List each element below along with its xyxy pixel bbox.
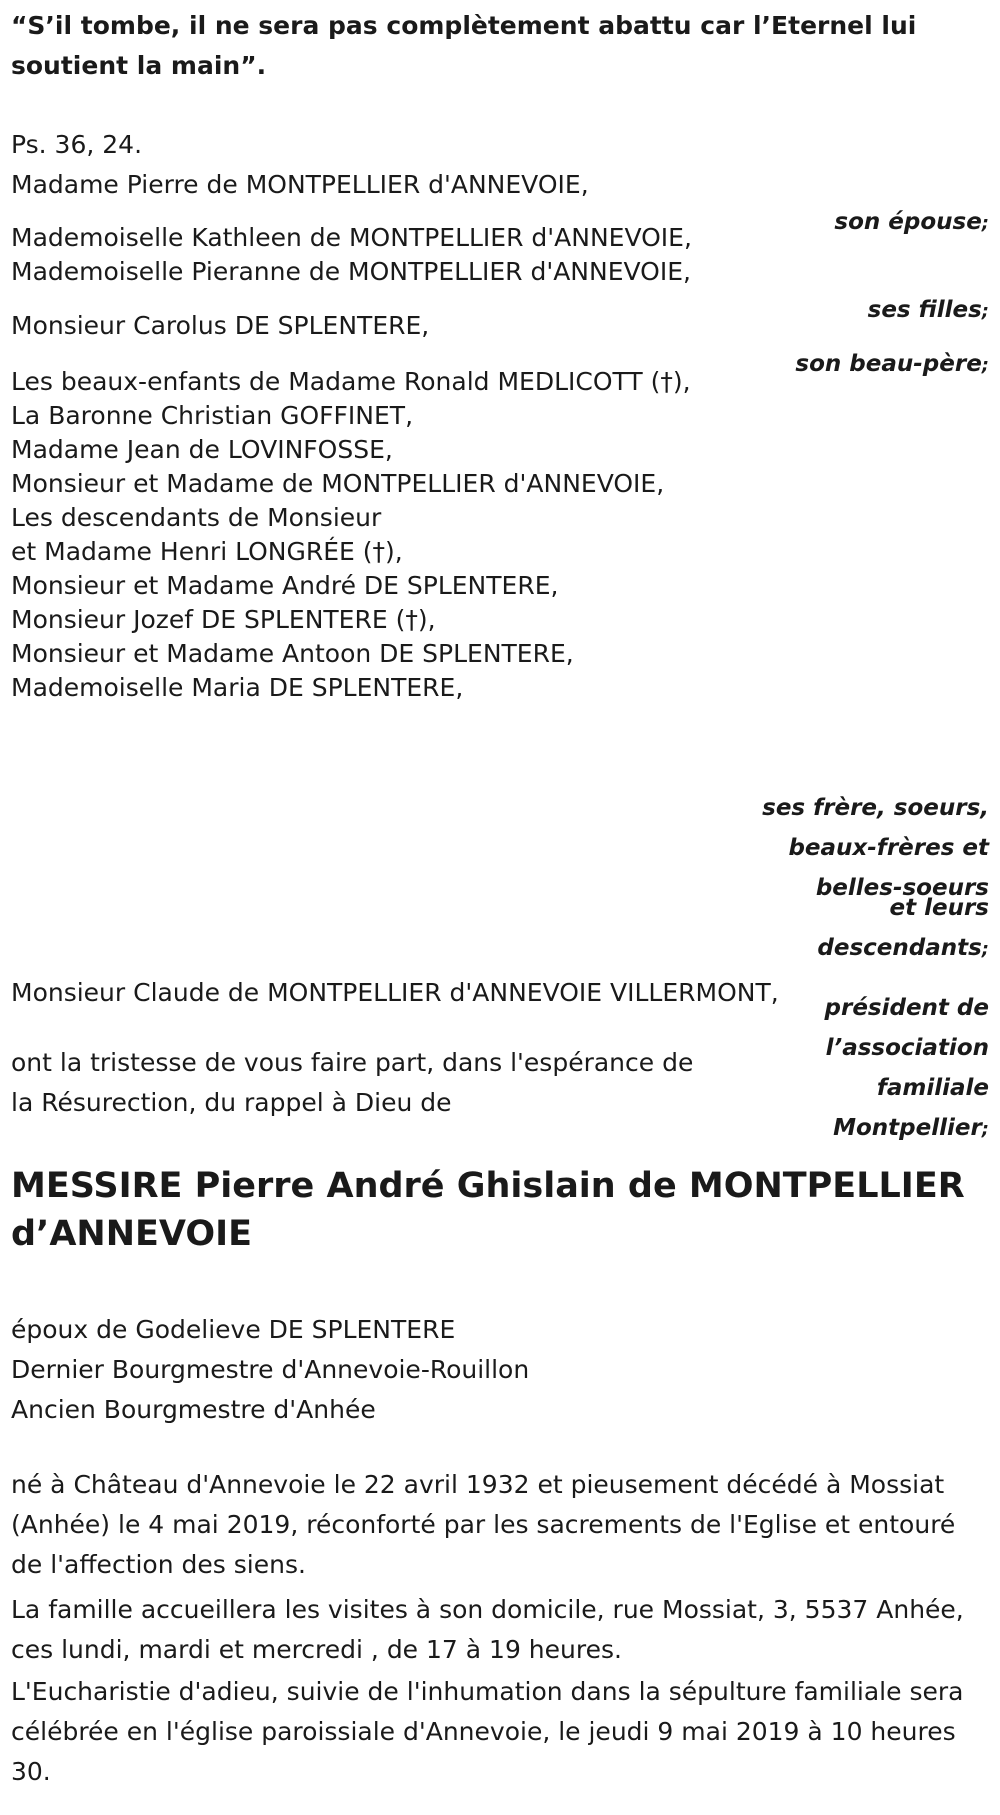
president-name: Monsieur Claude de MONTPELLIER d'ANNEVOIE VILLERMONT, bbox=[11, 978, 779, 1007]
siblings-role-line: belles-soeurs bbox=[815, 875, 989, 901]
birth-death-paragraph: né à Château d'Annevoie le 22 avril 1932 et pieusement décédé à Mossiat (Anhée) le 4 mai 2019, réconforté par les sacrements de l'Eglise et entouré de l'affection des siens. bbox=[11, 1470, 956, 1579]
eucharist-paragraph: L'Eucharistie d'adieu, suivie de l'inhumation dans la sépulture familiale sera célébrée en l'église paroissiale d'Annevoie, le jeudi 9 mai 2019 à 10 heures 30. bbox=[11, 1677, 964, 1786]
sibling-name: Monsieur et Madame Antoon DE SPLENTERE, bbox=[11, 639, 574, 668]
siblings-role-line: et leurs bbox=[889, 895, 989, 921]
sibling-name: Les beaux-enfants de Madame Ronald MEDLICOTT (†), bbox=[11, 367, 691, 396]
daughter-name: Mademoiselle Pieranne de MONTPELLIER d'ANNEVOIE, bbox=[11, 257, 691, 286]
president-role-line: président de bbox=[824, 995, 989, 1021]
siblings-role-line: ses frère, soeurs, bbox=[762, 795, 989, 821]
sibling-name: Monsieur et Madame André DE SPLENTERE, bbox=[11, 571, 559, 600]
quote: “S’il tombe, il ne sera pas complètement abattu car l’Eternel lui soutient la main”. bbox=[11, 11, 917, 80]
spouse-role: son épouse; bbox=[834, 209, 989, 235]
visits-paragraph: La famille accueillera les visites à son domicile, rue Mossiat, 3, 5537 Anhée, ces lundi, mardi et mercredi , de 17 à 19 heures. bbox=[11, 1595, 964, 1664]
siblings-role-line: descendants; bbox=[817, 935, 989, 961]
father-in-law-role: son beau-père; bbox=[795, 351, 989, 377]
sibling-name: Madame Jean de LOVINFOSSE, bbox=[11, 435, 393, 464]
sibling-name: et Madame Henri LONGRÉE (†), bbox=[11, 537, 403, 566]
sibling-name: La Baronne Christian GOFFINET, bbox=[11, 401, 414, 430]
daughters-role: ses filles; bbox=[867, 297, 989, 323]
daughter-name: Mademoiselle Kathleen de MONTPELLIER d'ANNEVOIE, bbox=[11, 223, 692, 252]
deceased-title: époux de Godelieve DE SPLENTERE bbox=[11, 1315, 456, 1344]
psalm-reference: Ps. 36, 24. bbox=[11, 130, 143, 159]
deceased-title: Ancien Bourgmestre d'Anhée bbox=[11, 1395, 376, 1424]
spouse-name: Madame Pierre de MONTPELLIER d'ANNEVOIE, bbox=[11, 170, 589, 199]
president-role-line: familiale bbox=[876, 1075, 989, 1101]
deceased-name: MESSIRE Pierre André Ghislain de MONTPELLIER d’ANNEVOIE bbox=[11, 1166, 965, 1254]
deceased-title: Dernier Bourgmestre d'Annevoie-Rouillon bbox=[11, 1355, 530, 1384]
father-in-law-name: Monsieur Carolus DE SPLENTERE, bbox=[11, 311, 430, 340]
siblings-role bbox=[762, 788, 989, 968]
president-role bbox=[825, 988, 989, 1148]
sibling-name: Les descendants de Monsieur bbox=[11, 503, 382, 532]
sibling-name: Mademoiselle Maria DE SPLENTERE, bbox=[11, 673, 464, 702]
siblings-role-line: beaux-frères et bbox=[788, 835, 989, 861]
president-role-line: l’association bbox=[825, 1035, 989, 1061]
sibling-name: Monsieur Jozef DE SPLENTERE (†), bbox=[11, 605, 436, 634]
announcement-line: la Résurection, du rappel à Dieu de bbox=[11, 1088, 452, 1117]
sibling-name: Monsieur et Madame de MONTPELLIER d'ANNEVOIE, bbox=[11, 469, 665, 498]
president-role-line: Montpellier; bbox=[833, 1115, 989, 1141]
announcement-line: ont la tristesse de vous faire part, dans l'espérance de bbox=[11, 1048, 694, 1077]
